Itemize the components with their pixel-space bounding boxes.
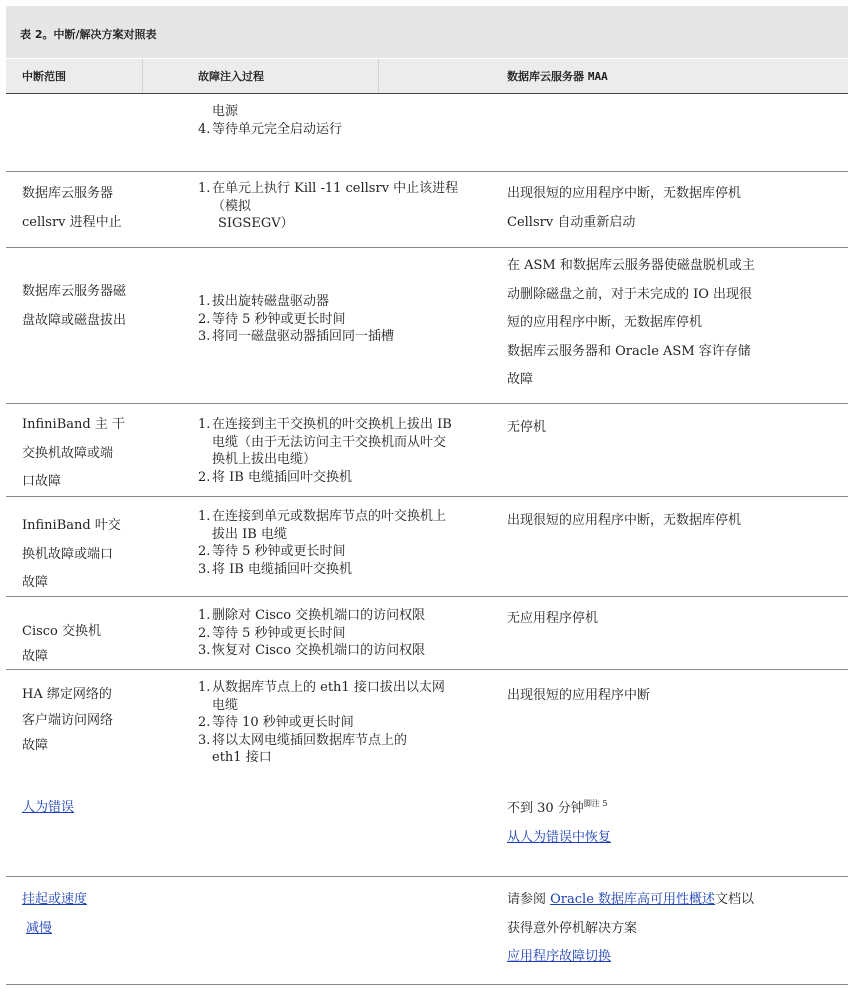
procedure-step: 电源	[212, 104, 239, 119]
table-caption: 表 2。中断/解决方案对照表	[6, 6, 848, 58]
scope-cell: InfiniBand 叶交 换机故障或端口 故障	[22, 518, 121, 590]
procedure-cell	[198, 180, 458, 233]
header-outage-scope: 中断范围	[22, 70, 66, 83]
scope-cell: InfiniBand 主 干 交换机故障或端 口故障	[22, 417, 125, 489]
result-cell: 在 ASM 和数据库云服务器使磁盘脱机或主 动删除磁盘之前，对于未完成的 IO 出现很 短的应用程序中断，无数据库停机 数据库云服务器和 Oracle ASM 容许存储 故障	[507, 258, 755, 387]
procedure-cell	[198, 679, 445, 767]
recover-human-error-link[interactable]: 从人为错误中恢复	[507, 829, 612, 845]
procedure-step: 2. 等待 5 秒钟或更长时间	[198, 625, 346, 641]
procedure-step: 1. 在连接到单元或数据库节点的叶交换机上 拔出 IB 电缆	[198, 509, 447, 542]
procedure-step: 3. 将 IB 电缆插回叶交换机	[198, 561, 352, 577]
procedure-step: 2. 等待 5 秒钟或更长时间	[198, 544, 346, 559]
procedure-step: 1. 从数据库节点上的 eth1 接口拔出以太网 电缆	[198, 680, 445, 713]
procedure-step: 3. 将以太网电缆插回数据库节点上的 eth1 接口	[198, 732, 408, 765]
procedure-step: 4. 等待单元完全启动运行	[198, 121, 343, 137]
oracle-ha-overview-link[interactable]: Oracle 数据库高可用性概述	[550, 892, 716, 907]
footnote-ref[interactable]: 脚注 5	[583, 799, 608, 808]
header-maa: 数据库云服务器 MAA	[507, 70, 608, 83]
result-cell: 不到 30 分钟$^{脚注 5}$ 从人为错误中恢复	[507, 799, 612, 845]
procedure-step: 3. 将同一磁盘驱动器插回同一插槽	[198, 329, 395, 344]
hang-slowdown-link[interactable]: 挂起或速度	[22, 892, 88, 907]
procedure-step: 1. 在连接到主干交换机的叶交换机上拔出 IB 电缆（由于无法访问主干交换机而从叶交 换机上拔出电缆）	[198, 417, 452, 467]
table-row	[6, 103, 848, 171]
procedure-step: 2. 等待 5 秒钟或更长时间	[198, 311, 346, 327]
header-fault-injection: 故障注入过程	[198, 70, 264, 83]
procedure-step: 2. 等待 10 秒钟或更长时间	[198, 715, 354, 730]
scope-cell: HA 绑定网络的 客户端访问网络 故障	[22, 687, 114, 753]
result-cell: 请参阅 Oracle 数据库高可用性概述文档以 获得意外停机解决方案 应用程序故障切换	[507, 892, 755, 964]
procedure-cell	[198, 508, 446, 578]
procedure-cell	[198, 293, 394, 346]
result-cell: 无应用程序停机	[507, 611, 599, 626]
procedure-step: 1. 拔出旋转磁盘驱动器	[198, 294, 330, 309]
procedure-step: 1. 删除对 Cisco 交换机端口的访问权限	[198, 608, 426, 623]
procedure-step: 1. 在单元上执行 Kill -11 cellsrv 中止该进程 （模拟 SIGSEGV）	[198, 181, 459, 231]
scope-cell: 数据库云服务器磁 盘故障或磁盘拔出	[22, 284, 127, 328]
scope-cell: Cisco 交换机 故障	[22, 624, 102, 664]
procedure-step: 3. 恢复对 Cisco 交换机端口的访问权限	[198, 643, 426, 658]
result-cell: 出现很短的应用程序中断，无数据库停机 Cellsrv 自动重新启动	[507, 186, 742, 230]
scope-cell	[22, 886, 87, 943]
procedure-step: 2. 将 IB 电缆插回叶交换机	[198, 469, 352, 485]
scope-cell: 数据库云服务器 cellsrv 进程中止	[22, 186, 122, 230]
result-cell: 无停机	[507, 420, 547, 435]
procedure-cell	[198, 607, 425, 660]
human-error-link[interactable]: 人为错误	[22, 800, 75, 815]
result-cell: 出现很短的应用程序中断，无数据库停机	[507, 513, 742, 528]
table-header	[6, 59, 848, 94]
hang-slowdown-link-cont[interactable]: 减慢	[26, 920, 53, 936]
application-failover-link[interactable]: 应用程序故障切换	[507, 949, 612, 964]
procedure-cell	[198, 103, 342, 138]
result-cell: 出现很短的应用程序中断	[507, 688, 651, 703]
procedure-cell	[198, 416, 452, 486]
scope-cell	[22, 796, 74, 815]
